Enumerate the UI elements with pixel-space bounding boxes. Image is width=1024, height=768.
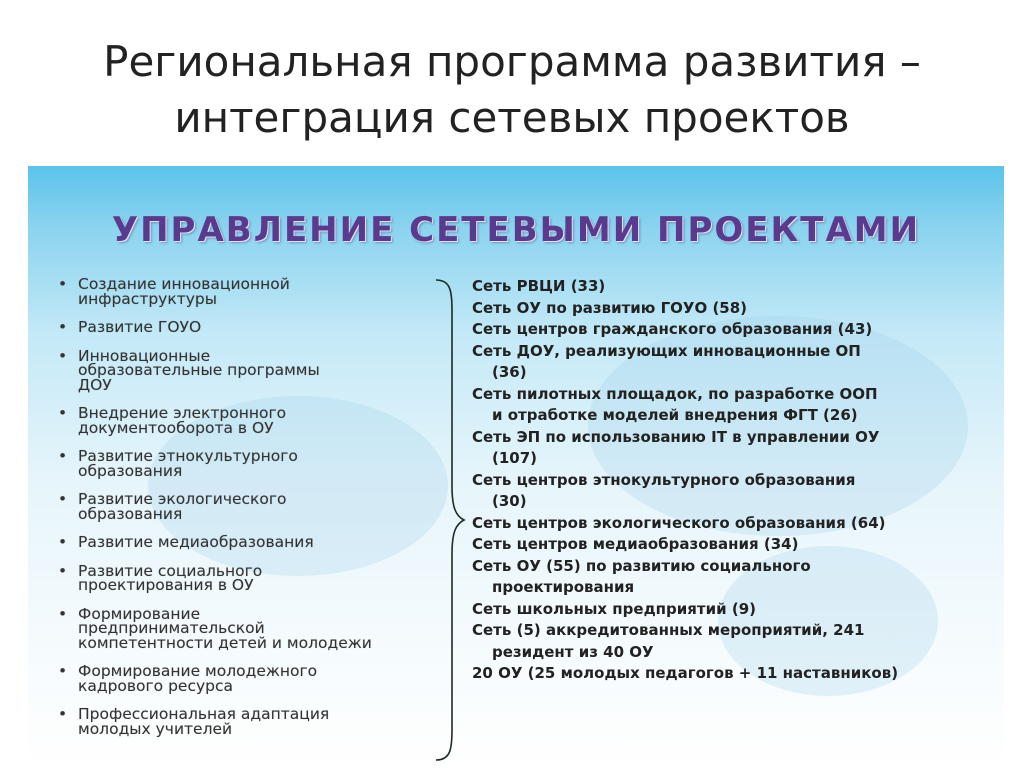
network-item (472, 620, 1002, 663)
direction-label: Внедрение электронного документооборота в ОУ (78, 404, 287, 437)
network-label: Сеть ДОУ, реализующих инновационные ОП (472, 341, 861, 360)
network-label: Сеть ОУ по развитию ГОУО (58) (472, 298, 748, 317)
network-label: Сеть центров гражданского образования (43) (472, 320, 873, 338)
network-label: Сеть центров медиаобразования (34) (472, 535, 799, 553)
network-label: Сеть школьных предприятий (9) (472, 599, 757, 618)
bullet-icon: • (58, 404, 68, 422)
curly-brace-icon (428, 276, 468, 764)
network-label: Сеть ОУ (55) по развитию социального (472, 556, 811, 575)
bullet-icon: • (58, 490, 68, 508)
network-label: Сеть центров этнокультурного образования (472, 470, 856, 489)
networks-list (472, 276, 1002, 685)
bullet-icon: • (58, 346, 68, 365)
bullet-icon: • (58, 705, 68, 723)
slide-title-line-1: Региональная программа развития – (103, 37, 921, 86)
slide-title (0, 34, 1024, 146)
network-label: Сеть пилотных площадок, по разработке ООП (472, 384, 878, 403)
network-item (472, 663, 1002, 685)
bullet-icon: • (58, 447, 68, 465)
network-item (472, 427, 1002, 470)
slide-title-line-2: интеграция сетевых проектов (174, 93, 850, 142)
directions-list (54, 277, 464, 750)
direction-item (54, 707, 464, 736)
direction-item (54, 664, 464, 693)
direction-label: Профессиональная адаптация молодых учителей (78, 705, 330, 738)
direction-label: Развитие этнокультурного образования (78, 447, 298, 480)
bullet-icon: • (58, 275, 68, 293)
direction-item (54, 492, 464, 521)
direction-label: Формирование молодежного кадрового ресурса (78, 662, 318, 695)
direction-item (54, 449, 464, 478)
network-label: Сеть ЭП по использованию IT в управлении ОУ (472, 427, 880, 446)
network-label-continuation: (36) (492, 363, 527, 381)
network-item (472, 319, 1002, 341)
direction-label: Развитие ГОУО (78, 318, 202, 336)
network-item (472, 513, 1002, 535)
network-projects-panel (28, 166, 1004, 768)
network-label-continuation: резидент из 40 ОУ (492, 642, 654, 661)
panel-heading: УПРАВЛЕНИЕ СЕТЕВЫМИ ПРОЕКТАМИ (111, 210, 921, 250)
direction-label: Развитие медиаобразования (78, 533, 314, 551)
network-item (472, 384, 1002, 427)
network-label: Сеть (5) аккредитованных мероприятий, 241 (472, 621, 865, 639)
direction-label: Создание инновационной инфраструктуры (78, 275, 290, 308)
network-label-continuation: и отработке моделей внедрения ФГТ (26) (492, 406, 858, 424)
direction-label: Формирование предпринимательской компетентности детей и молодежи (78, 604, 372, 652)
network-item (472, 534, 1002, 556)
direction-item (54, 320, 464, 335)
network-label: Сеть центров экологического образования (64) (472, 513, 886, 532)
network-label: Сеть РВЦИ (33) (472, 277, 606, 295)
direction-label: Развитие социального проектирования в ОУ (78, 561, 263, 594)
bullet-icon: • (58, 533, 68, 551)
direction-item (54, 406, 464, 435)
network-item (472, 470, 1002, 513)
network-label-continuation: (107) (492, 449, 538, 467)
bullet-icon: • (58, 604, 68, 623)
network-label: 20 ОУ (25 молодых педагогов + 11 наставников) (472, 664, 899, 682)
bullet-icon: • (58, 318, 68, 336)
direction-label: Инновационные образовательные программы ДОУ (78, 346, 320, 394)
network-item (472, 276, 1002, 298)
direction-item (54, 535, 464, 550)
network-label-continuation: проектирования (492, 578, 635, 596)
network-item (472, 341, 1002, 384)
network-item (472, 298, 1002, 320)
direction-label: Развитие экологического образования (78, 490, 287, 523)
network-item (472, 556, 1002, 599)
direction-item (54, 561, 464, 594)
direction-item (54, 346, 464, 394)
bullet-icon: • (58, 662, 68, 680)
network-item (472, 599, 1002, 621)
bullet-icon: • (58, 561, 68, 580)
network-label-continuation: (30) (492, 492, 527, 510)
direction-item (54, 277, 464, 306)
direction-item (54, 604, 464, 652)
